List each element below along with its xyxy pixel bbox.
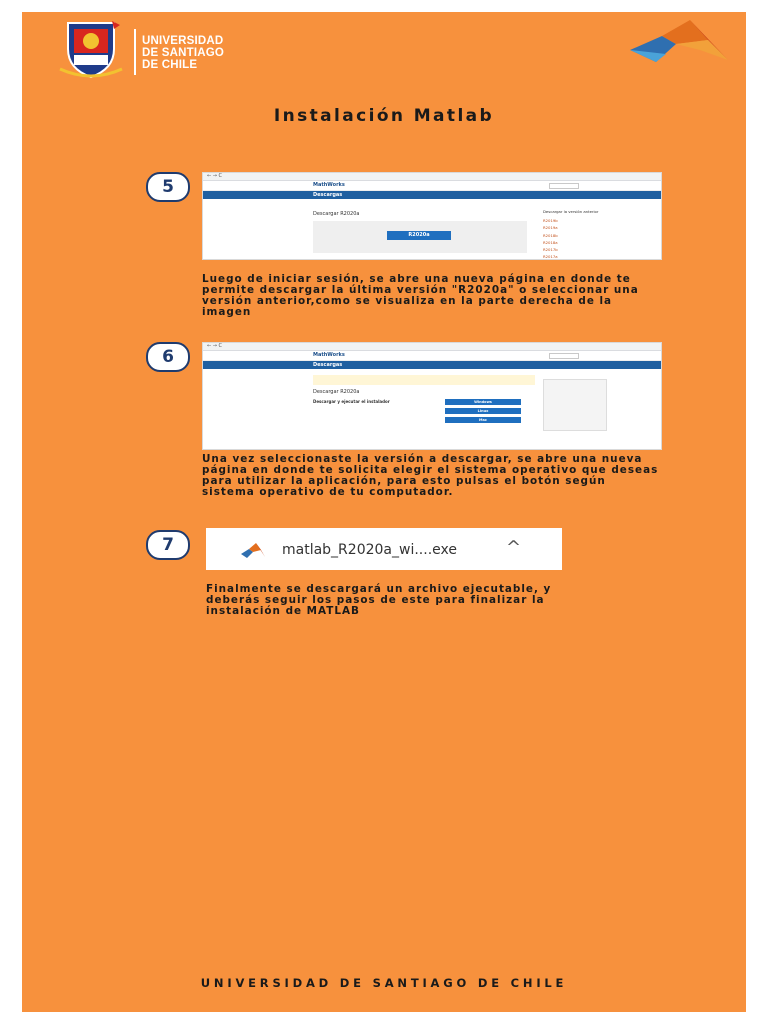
page: [22, 12, 746, 1012]
installer-subheading: Descargar y ejecutar el instalador: [313, 399, 390, 404]
university-logo: [56, 19, 256, 81]
nav-title: Descargas: [313, 192, 343, 198]
release-list: [543, 217, 558, 260]
release-item[interactable]: R2017b: [543, 247, 558, 253]
linux-button[interactable]: Linux: [445, 408, 521, 414]
step-7-text: Finalmente se descargará un archivo ejecutable, y deberás seguir los pasos de este para finalizar la instalación de MATLAB: [206, 583, 552, 617]
mathworks-header: [203, 181, 661, 191]
release-item[interactable]: R2017a: [543, 254, 558, 260]
page-title: Instalación Matlab: [273, 106, 495, 126]
matlab-logo-icon: [626, 16, 730, 68]
previous-version-title: Descargar la versión anterior: [543, 209, 599, 214]
release-item[interactable]: R2019b: [543, 218, 558, 223]
browser-bar: [203, 173, 661, 181]
nav-title: Descargas: [313, 362, 343, 368]
logo-separator: [134, 29, 136, 75]
search-box: [549, 183, 579, 189]
download-filename: matlab_R2020a_wi....exe: [282, 542, 457, 558]
university-line-2: DE SANTIAGO: [142, 47, 225, 59]
step-7-badge: 7: [146, 530, 190, 560]
search-box: [549, 353, 579, 359]
release-item[interactable]: R2019a: [543, 225, 558, 231]
mathworks-nav: [203, 361, 661, 369]
mathworks-brand: MathWorks: [313, 182, 345, 188]
info-panel: [543, 379, 607, 431]
step-5-text: Luego de iniciar sesión, se abre una nueva página en donde te permite descargar la última versión "R2020a" o seleccionar una versión anterior,como se visualiza en la parte derecha de la imagen: [202, 273, 639, 318]
step-5-screenshot: [202, 172, 662, 260]
step-6-badge: 6: [146, 342, 190, 372]
release-item[interactable]: R2018b: [543, 232, 558, 238]
chevron-up-icon[interactable]: ^: [506, 537, 522, 558]
university-line-1: UNIVERSIDAD: [142, 35, 224, 47]
download-heading: Descargar R2020a: [313, 389, 360, 395]
download-bar[interactable]: [206, 528, 562, 570]
step-6-screenshot: [202, 342, 662, 450]
footer: UNIVERSIDAD DE SANTIAGO DE CHILE: [200, 976, 568, 990]
matlab-file-icon: [240, 540, 266, 560]
download-r2020a-button[interactable]: R2020a: [387, 231, 451, 240]
university-name: [142, 35, 224, 71]
mathworks-brand: MathWorks: [313, 352, 345, 358]
browser-nav-icon: ← → C: [207, 343, 223, 349]
mathworks-header: [203, 351, 661, 361]
step-5-badge: 5: [146, 172, 190, 202]
mathworks-nav: [203, 191, 661, 199]
download-heading: Descargar R2020a: [313, 211, 360, 217]
mac-button[interactable]: Mac: [445, 417, 521, 423]
windows-button[interactable]: Windows: [445, 399, 521, 405]
release-item[interactable]: R2018a: [543, 239, 558, 245]
university-crest-icon: [56, 19, 126, 81]
notice-banner: [313, 375, 535, 385]
browser-nav-icon: ← → C: [207, 173, 223, 179]
step-6-text: Una vez seleccionaste la versión a descargar, se abre una nueva página en donde te solicita elegir el sistema operativo que deseas para utilizar la aplicación, para esto pulsas el botón según sistema operativo de tu computador.: [202, 453, 659, 498]
university-line-3: DE CHILE: [142, 59, 198, 71]
browser-bar: [203, 343, 661, 351]
